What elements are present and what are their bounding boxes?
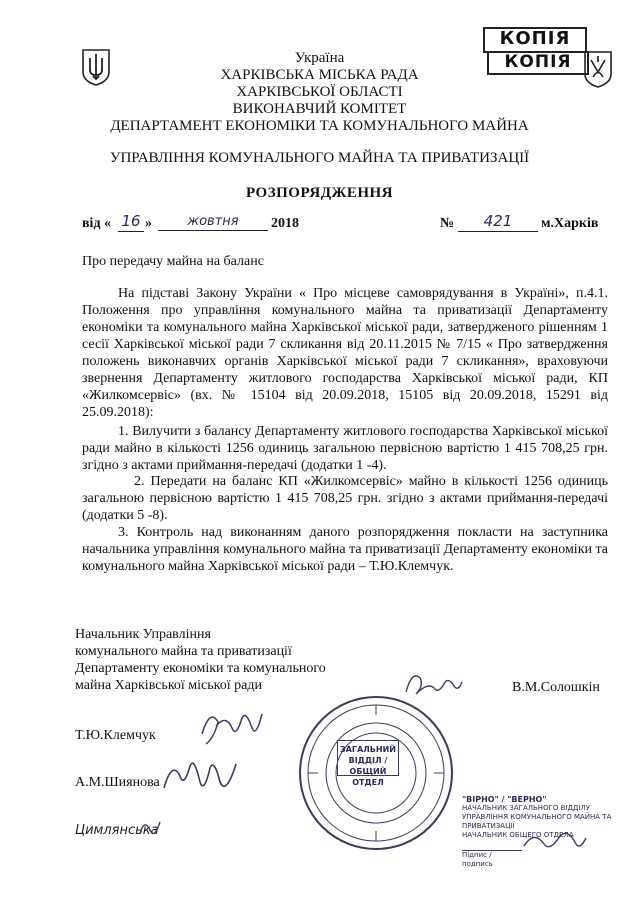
item-3-paragraph: 3. Контроль над виконанням даного розпорядження покласти на заступника начальника управління комунального майна та приватизації Департаменту економіки та комунального майна Харківської міської ради – Т.Ю.Клемчук. — [82, 525, 608, 574]
verno-label: "ВІРНО" / "ВЕРНО" — [462, 795, 547, 804]
signature-title-line-4: майна Харківської міської ради — [75, 678, 262, 693]
signature-title-line-2: комунального майна та приватизації — [75, 644, 292, 659]
verno-signature-icon — [520, 826, 590, 861]
region-name: ХАРКІВСЬКОЇ ОБЛАСТІ — [236, 84, 403, 100]
item-1-paragraph: 1. Вилучити з балансу Департаменту житлового господарства Харківської міської ради майно в кількості 1256 одиниць загальною первісною вартістю 1 415 708,25 грн. згідно з актами приймання-передачі (додатки 1 -4). — [82, 424, 608, 473]
verno-chief-line-1: НАЧАЛЬНИК ЗАГАЛЬНОГО ВІДДІЛУ — [462, 804, 590, 812]
approver-3-signature-icon — [136, 814, 164, 849]
approver-3-name: Цимлянська — [75, 823, 159, 838]
verno-chief-line-3: НАЧАЛЬНИК ОБЩЕГО ОТДЕЛА — [462, 831, 574, 839]
signature-title-line-3: Департаменту економіки та комунального — [75, 661, 326, 676]
general-dept-stamp: ЗАГАЛЬНИЙ ВІДДІЛ / ОБЩИЙ ОТДЕЛ — [337, 740, 399, 776]
approver-1-name: Т.Ю.Клемчук — [75, 728, 156, 743]
subject-line: Про передачу майна на баланс — [82, 254, 264, 269]
approver-2-name: А.М.Шиянова — [75, 775, 160, 790]
council-name: ХАРКІВСЬКА МІСЬКА РАДА — [220, 67, 419, 83]
intro-paragraph: На підставі Закону України « Про місцеве самоврядування в Україні», п.4.1. Положення про управління комунального майна та приватизації Департаменту економіки та комунального майна Харківської міської ради, затвердженого рішенням 1 сесії Харківської міської ради 7 скликання від 20.11.2015 № 7/15 « Про затвердження положень виконавчих органів Харківської міської ради 7 скликання», враховуючи звернення Департаменту житлового господарства Харківської міської ради, КП «Жилкомсервіс» (вх. № 15104 від 20.09.2018, 15105 від 20.09.2018, 15291 від 25.09.2018): — [82, 286, 608, 420]
copy-stamp: КОПІЯ КОПІЯ — [483, 27, 587, 73]
verno-chief-line-2: УПРАВЛІННЯ КОМУНАЛЬНОГО МАЙНА ТА ПРИВАТИЗАЦІЇ — [462, 813, 612, 830]
date-day: 16 — [118, 212, 144, 232]
chief-name: В.М.Солошкін — [512, 680, 600, 695]
department-name: ДЕПАРТАМЕНТ ЕКОНОМІКИ ТА КОМУНАЛЬНОГО МАЙНА — [110, 118, 529, 134]
date-year: 2018 — [271, 216, 299, 231]
date-month: жовтня — [158, 212, 268, 231]
signature-title-line-1: Начальник Управління — [75, 627, 211, 642]
verno-signature-label: Підпис / подпись — [462, 850, 522, 869]
item-2-paragraph: 2. Передати на баланс КП «Жилкомсервіс» майно в кількості 1256 одиниць загальною первісною вартістю 1 415 708,25 грн. згідно з актами приймання-передачі (додатки 5 -8). — [82, 474, 608, 523]
city-name: м.Харків — [541, 216, 599, 231]
date-label: від « — [82, 216, 112, 231]
directorate-name: УПРАВЛІННЯ КОМУНАЛЬНОГО МАЙНА ТА ПРИВАТИЗАЦІЇ — [109, 150, 530, 166]
country-name: Україна — [294, 50, 345, 66]
document-number: 421 — [458, 212, 538, 232]
committee-name: ВИКОНАВЧИЙ КОМІТЕТ — [232, 101, 407, 117]
document-type: РОЗПОРЯДЖЕННЯ — [245, 185, 394, 201]
approver-1-signature-icon — [196, 704, 266, 753]
signature-title — [75, 626, 326, 694]
approver-2-signature-icon — [160, 752, 240, 807]
number-label: № — [440, 216, 455, 231]
date-close-quote: » — [145, 216, 152, 231]
